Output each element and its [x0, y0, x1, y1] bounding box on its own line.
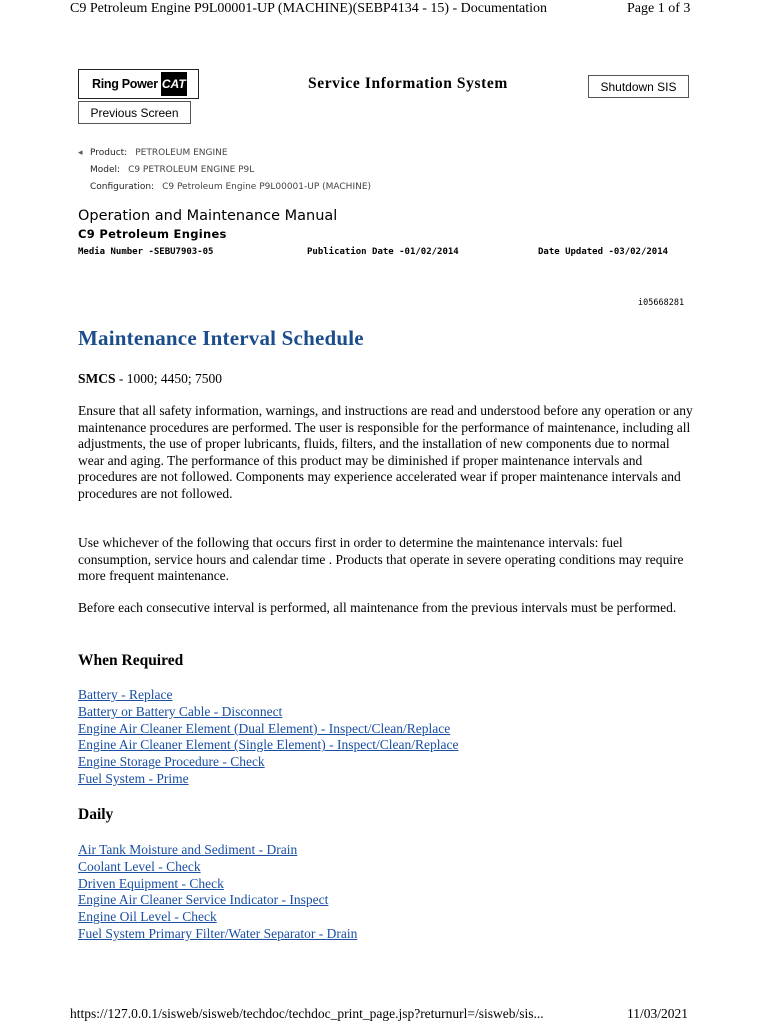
- smcs-label: SMCS: [78, 371, 116, 386]
- paragraph-safety: Ensure that all safety information, warnings, and instructions are read and understood before any operation or any maintenance procedures are performed. The user is responsible for the performance of maintenance, including all adjustments, the use of proper lubricants, fluids, filters, and the installation of new components due to normal wear and aging. The performance of this product may be diminished if proper maintenance intervals and procedures are not followed. Components may experience accelerated wear if proper maintenance intervals and procedures are not followed.: [78, 403, 693, 501]
- publication-date: Publication Date -01/02/2014: [307, 247, 459, 257]
- system-title: Service Information System: [308, 75, 508, 92]
- breadcrumb: [78, 144, 371, 195]
- model-value: C9 PETROLEUM ENGINE P9L: [128, 164, 255, 175]
- cat-logo-badge: CAT: [161, 72, 187, 96]
- smcs-value: - 1000; 4450; 7500: [115, 371, 223, 386]
- shutdown-sis-button[interactable]: Shutdown SIS: [588, 75, 689, 98]
- print-header: [0, 0, 768, 18]
- section-heading-daily: Daily: [78, 806, 114, 823]
- paragraph-intervals: Use whichever of the following that occurs first in order to determine the maintenance intervals: fuel consumption, service hours and calendar time . Products that operate in severe operating conditions may require more frequent maintenance.: [78, 535, 684, 583]
- link-driven-equipment[interactable]: Driven Equipment - Check: [78, 875, 224, 891]
- previous-screen-button[interactable]: Previous Screen: [78, 101, 191, 124]
- link-air-cleaner-indicator[interactable]: Engine Air Cleaner Service Indicator - Inspect: [78, 892, 329, 908]
- section-heading-when-required: When Required: [78, 652, 184, 669]
- model-key: Model:: [90, 164, 121, 175]
- print-url: https://127.0.0.1/sisweb/sisweb/techdoc/techdoc_print_page.jsp?returnurl=/sisweb/sis...: [70, 1006, 544, 1021]
- manual-title: Operation and Maintenance Manual: [78, 208, 338, 224]
- page-number: Page 1 of 3: [627, 1, 691, 16]
- smcs-line: [78, 371, 222, 387]
- manual-subtitle: C9 Petroleum Engines: [78, 227, 227, 241]
- daily-link-list: [78, 842, 357, 943]
- link-engine-storage[interactable]: Engine Storage Procedure - Check: [78, 754, 265, 770]
- link-air-cleaner-dual[interactable]: Engine Air Cleaner Element (Dual Element) - Inspect/Clean/Replace: [78, 720, 451, 736]
- configuration-key: Configuration:: [90, 181, 155, 192]
- product-value: PETROLEUM ENGINE: [135, 147, 228, 158]
- link-fuel-primary-filter[interactable]: Fuel System Primary Filter/Water Separator - Drain: [78, 925, 358, 941]
- configuration-value: C9 Petroleum Engine P9L00001-UP (MACHINE): [162, 181, 372, 192]
- page-title: Maintenance Interval Schedule: [78, 326, 364, 350]
- print-date: 11/03/2021: [627, 1006, 689, 1021]
- product-key: Product:: [90, 147, 128, 158]
- logo-text: Ring Power: [92, 77, 158, 91]
- link-fuel-system-prime[interactable]: Fuel System - Prime: [78, 770, 189, 786]
- ring-power-cat-logo: [78, 69, 199, 99]
- document-id: i05668281: [638, 298, 685, 308]
- paragraph-consecutive: Before each consecutive interval is performed, all maintenance from the previous intervals must be performed.: [78, 600, 677, 615]
- link-air-tank-drain[interactable]: Air Tank Moisture and Sediment - Drain: [78, 842, 298, 857]
- link-battery-cable-disconnect[interactable]: Battery or Battery Cable - Disconnect: [78, 703, 283, 719]
- back-arrow-icon[interactable]: ◂: [78, 147, 83, 158]
- link-battery-replace[interactable]: Battery - Replace: [78, 687, 173, 702]
- link-air-cleaner-single[interactable]: Engine Air Cleaner Element (Single Element) - Inspect/Clean/Replace: [78, 737, 459, 753]
- when-required-link-list: [78, 687, 459, 788]
- date-updated: Date Updated -03/02/2014: [538, 247, 669, 257]
- link-engine-oil-level[interactable]: Engine Oil Level - Check: [78, 909, 217, 925]
- print-title: C9 Petroleum Engine P9L00001-UP (MACHINE)(SEBP4134 - 15) - Documentation: [70, 1, 547, 16]
- link-coolant-level[interactable]: Coolant Level - Check: [78, 858, 201, 874]
- media-number: Media Number -SEBU7903-05: [78, 247, 214, 257]
